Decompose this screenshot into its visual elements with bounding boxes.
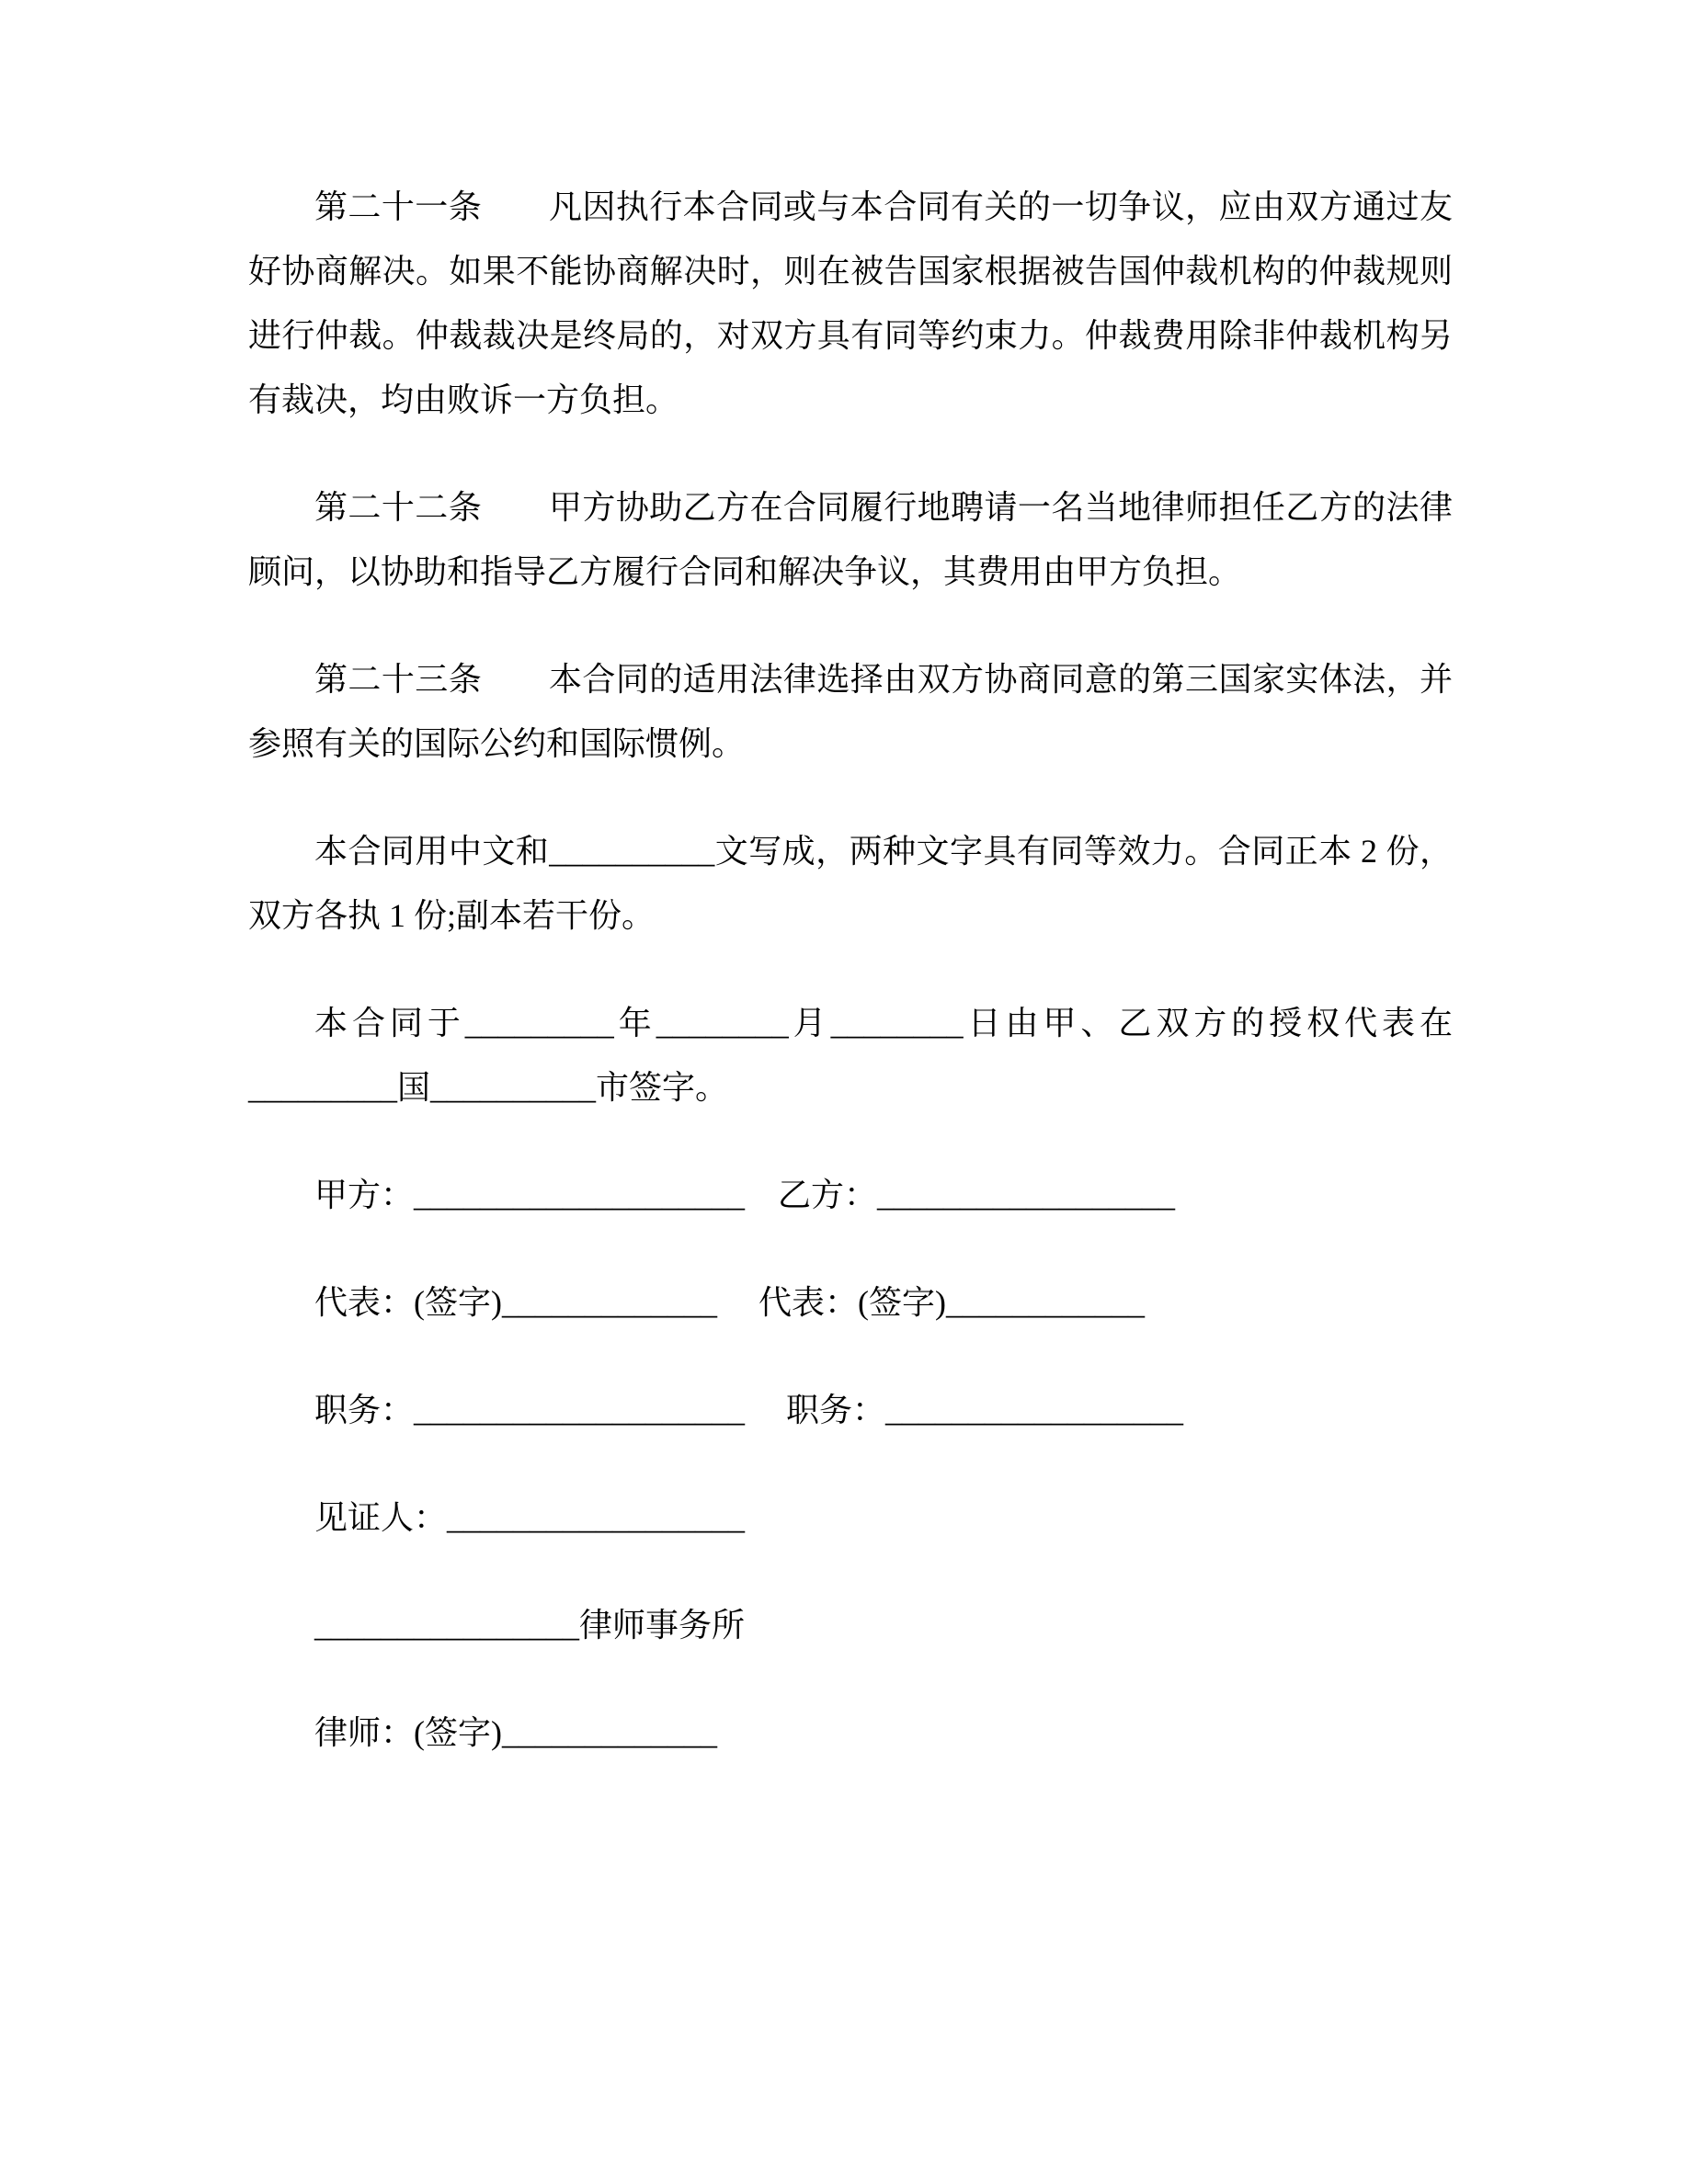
signature-line-law-firm: ________________律师事务所 bbox=[314, 1607, 746, 1644]
signature-line-lawyer: 律师：(签字)_____________ bbox=[314, 1714, 717, 1751]
paragraph-language-versions: 本合同用中文和__________文写成，两种文字具有同等效力。合同正本 2 份，双方各执 1 份;副本若干份。 bbox=[248, 833, 1453, 934]
signature-line-representatives: 代表：(签字)_____________ 代表：(签字)____________ bbox=[314, 1284, 1145, 1321]
paragraph-clause-22: 第二十二条 甲方协助乙方在合同履行地聘请一名当地律师担任乙方的法律顾问，以协助和指导乙方履行合同和解决争议，其费用由甲方负担。 bbox=[248, 489, 1453, 590]
paragraph-signing-date-place: 本合同于_________年________月________日由甲、乙双方的授权代表在_________国__________市签字。 bbox=[248, 1005, 1453, 1106]
signature-line-titles: 职务：____________________ 职务：__________________ bbox=[314, 1392, 1184, 1428]
signature-line-witness: 见证人：__________________ bbox=[314, 1499, 746, 1536]
signature-line-party-a-b: 甲方：____________________ 乙方：__________________ bbox=[314, 1177, 1176, 1213]
paragraph-clause-23: 第二十三条 本合同的适用法律选择由双方协商同意的第三国家实体法，并参照有关的国际公约和国际惯例。 bbox=[248, 661, 1453, 762]
paragraph-clause-21: 第二十一条 凡因执行本合同或与本合同有关的一切争议，应由双方通过友好协商解决。如果不能协商解决时，则在被告国家根据被告国仲裁机构的仲裁规则进行仲裁。仲裁裁决是终局的，对双方具有同等约束力。仲裁费用除非仲裁机构另有裁决，均由败诉一方负担。 bbox=[248, 188, 1453, 418]
